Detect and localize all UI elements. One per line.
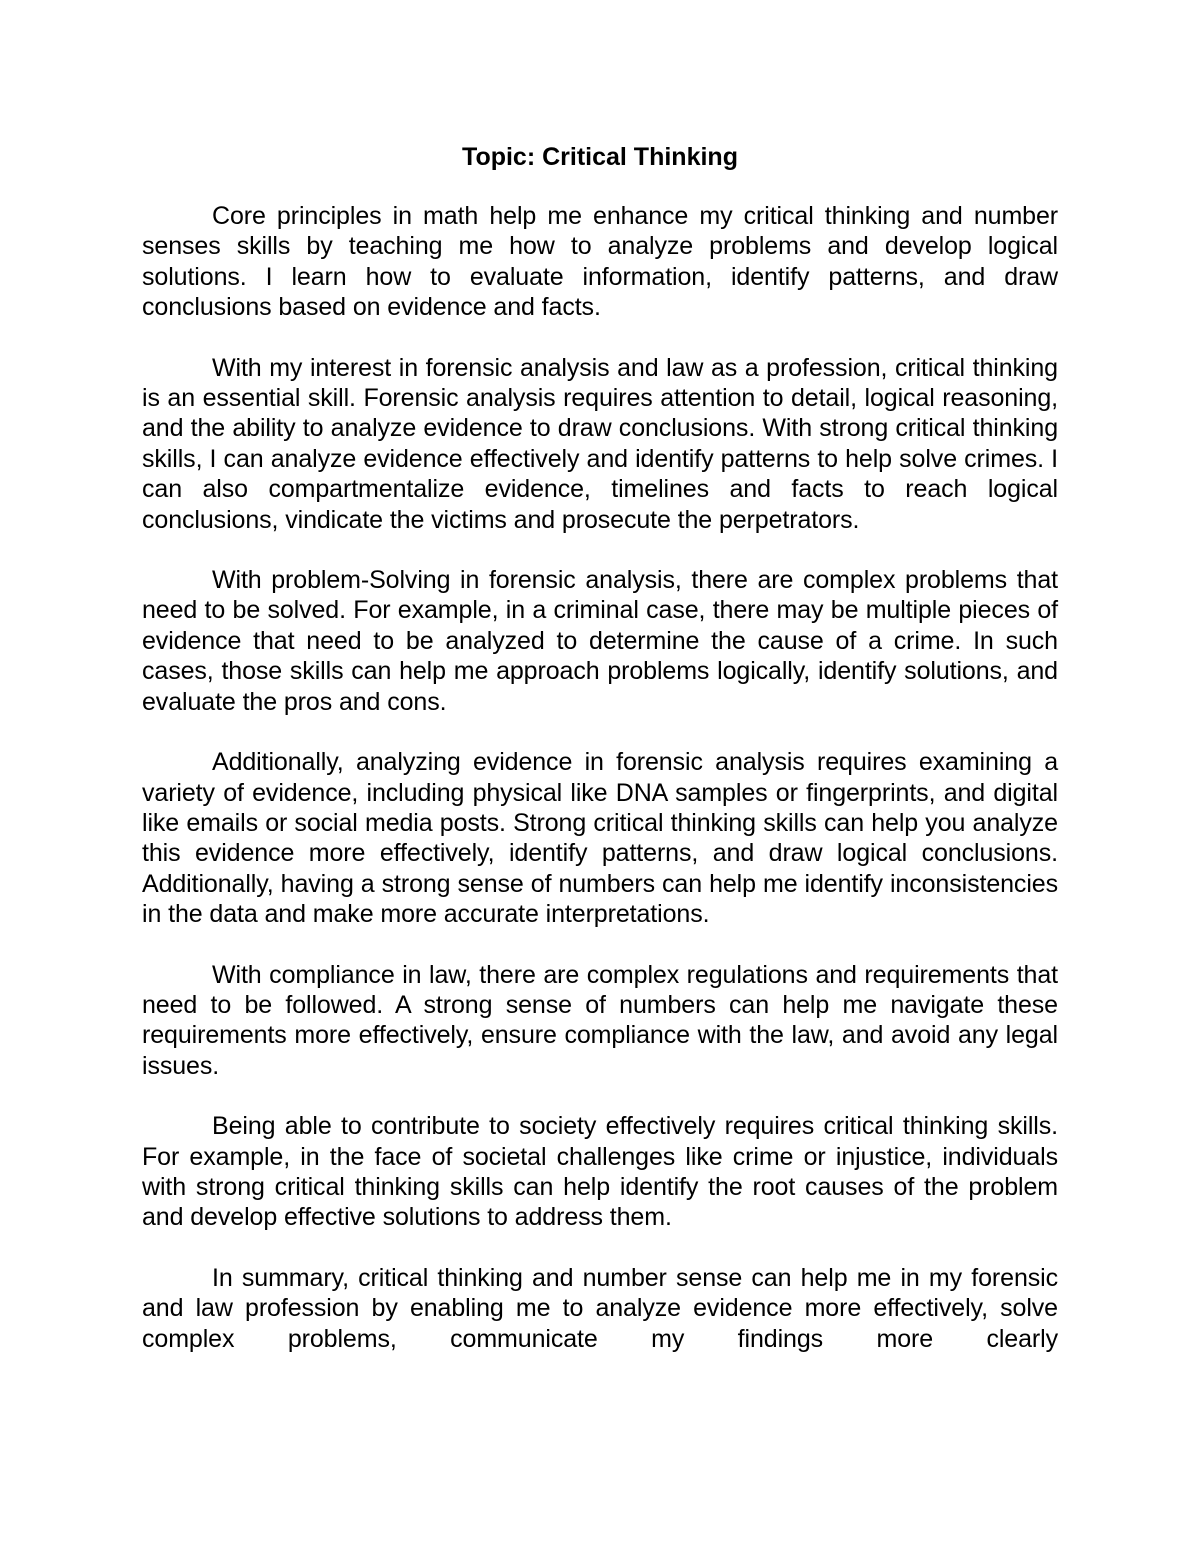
paragraph-summary: In summary, critical thinking and number sense can help me in my forensic and law profession by enabling me to analyze evidence more effectively, solve complex problems, communicate my findings more clearly: [142, 1263, 1058, 1353]
paragraph-compliance-law: With compliance in law, there are complex regulations and requirements that need to be followed. A strong sense of numbers can help me navigate these requirements more effectively, ensure compliance with the law, and avoid any legal issues.: [142, 960, 1058, 1080]
paragraph-analyzing-evidence: Additionally, analyzing evidence in forensic analysis requires examining a variety of evidence, including physical like DNA samples or fingerprints, and digital like emails or social media posts. Strong critical thinking skills can help you analyze this evidence more effectively, identify patterns, and draw logical conclusions. Additionally, having a strong sense of numbers can help me identify inconsistencies in the data and make more accurate interpretations.: [142, 748, 1058, 929]
paragraph-forensic-interest: With my interest in forensic analysis and law as a profession, critical thinking is an essential skill. Forensic analysis requires attention to detail, logical reasoning, and the ability to analyze evidence to draw conclusions. With strong critical thinking skills, I can analyze evidence effectively and identify patterns to help solve crimes. I can also compartmentalize evidence, timelines and facts to reach logical conclusions, vindicate the victims and prosecute the perpetrators.: [142, 353, 1058, 534]
paragraph-problem-solving: With problem-Solving in forensic analysis, there are complex problems that need to be solved. For example, in a criminal case, there may be multiple pieces of evidence that need to be analyzed to determine the cause of a crime. In such cases, those skills can help me approach problems logically, identify solutions, and evaluate the pros and cons.: [142, 566, 1058, 716]
paragraph-core-principles: Core principles in math help me enhance my critical thinking and number senses skills by teaching me how to analyze problems and develop logical solutions. I learn how to evaluate information, identify patterns, and draw conclusions based on evidence and facts.: [142, 202, 1058, 322]
document-body: [142, 201, 1058, 1384]
document-title: Topic: Critical Thinking: [462, 143, 738, 171]
paragraph-society: Being able to contribute to society effectively requires critical thinking skills. For example, in the face of societal challenges like crime or injustice, individuals with strong critical thinking skills can help identify the root causes of the problem and develop effective solutions to address them.: [142, 1112, 1058, 1232]
